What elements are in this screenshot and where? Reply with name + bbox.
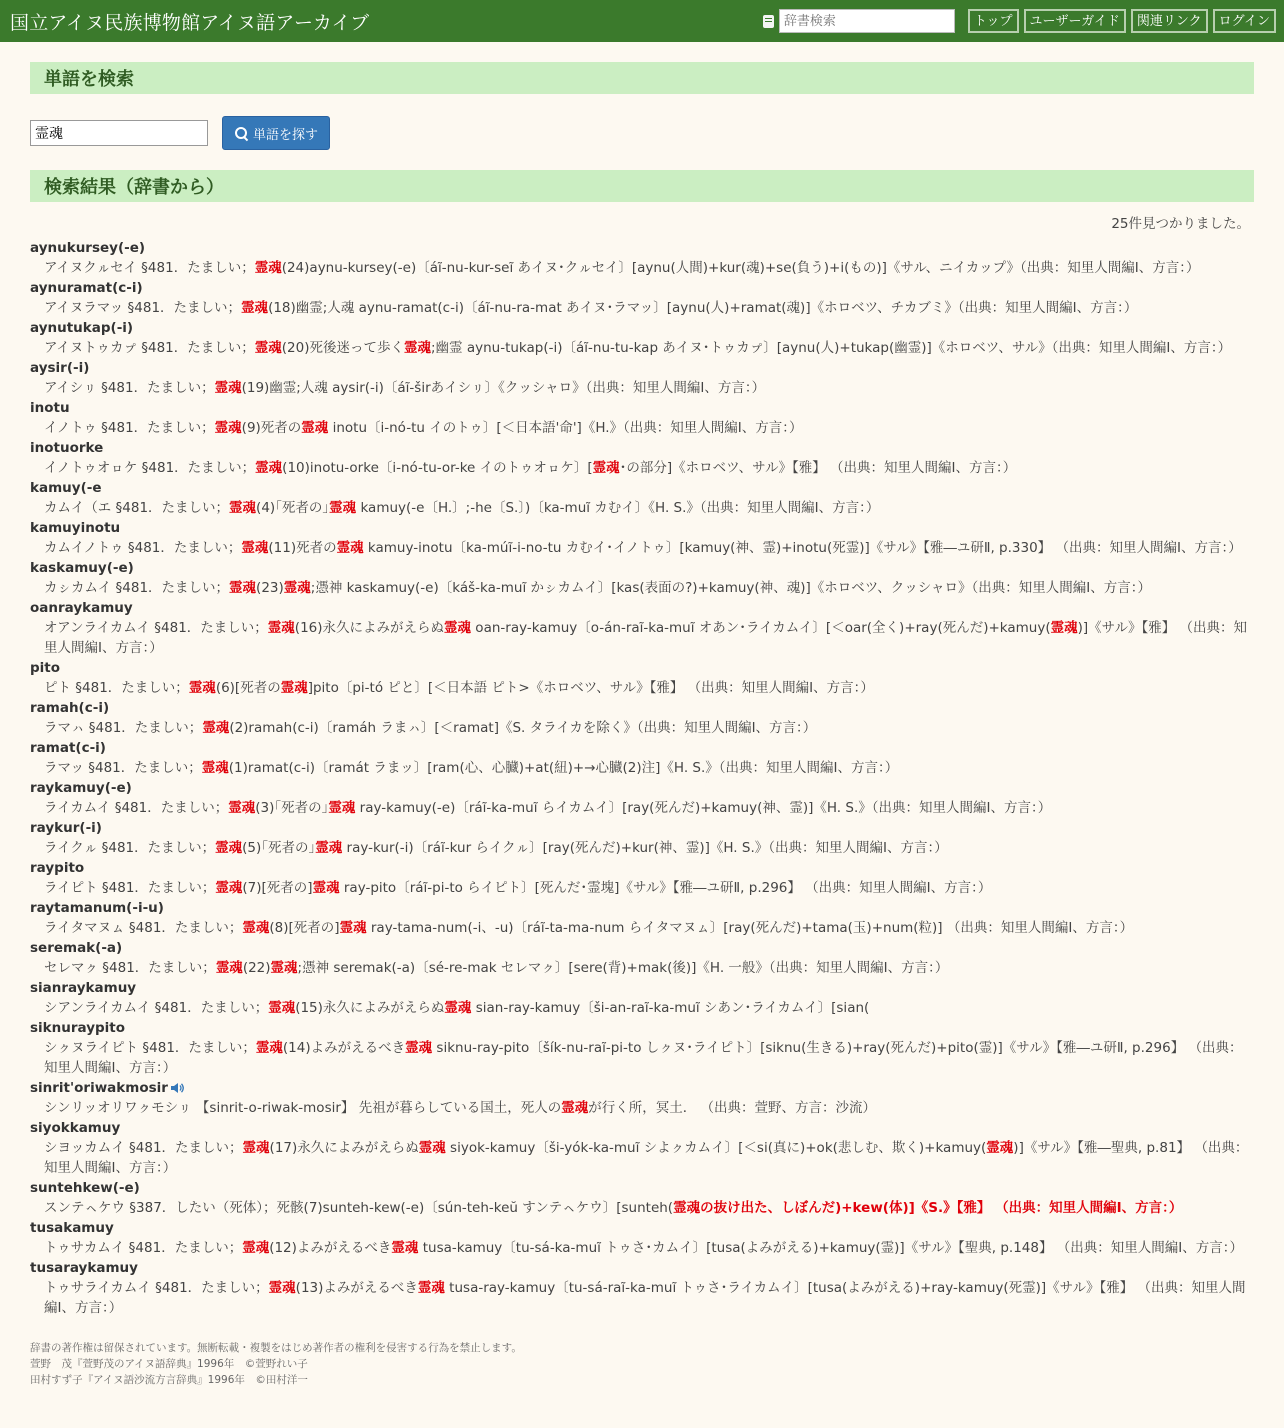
entry-headword[interactable]: [30, 698, 1254, 718]
entry-definition: [30, 718, 1254, 738]
entry-headword-text: aynutukap(-i): [30, 320, 134, 336]
entry-definition: [30, 1198, 1254, 1218]
highlighted-term: 霊魂: [202, 720, 230, 736]
definition-text: シヨッカムイ §481．たましい；: [44, 1140, 243, 1156]
definition-text: スンテㇸケウ §387．したい（死体）；死骸(7)sunteh-kew(-e)〔sún-teh-keŭ すンテㇸケウ〕[sunteh(: [44, 1200, 674, 1216]
entry-definition: [30, 298, 1254, 318]
definition-text: kamuy-inotu〔ka-múĩ-i-no-tu カむイ･イノトゥ〕[kamuy(神、霊)+inotu(死霊)]《サル》【雅―ユ研Ⅱ, p.330】 （出典：知里人間編Ⅰ、方言：）: [363, 540, 1242, 556]
definition-text: (5)｢死者の｣: [242, 840, 316, 856]
highlighted-term: 霊魂: [268, 1280, 296, 1296]
highlighted-term: 霊魂: [201, 760, 229, 776]
footer-line: 田村すず子『アイヌ語沙流方言辞典』1996年 ©田村洋一: [30, 1374, 308, 1386]
highlighted-term: 霊魂: [242, 920, 270, 936]
entry-headword[interactable]: [30, 1218, 1254, 1238]
definition-text: (22): [242, 960, 271, 976]
word-search-input[interactable]: [30, 120, 208, 146]
highlighted-term: 霊魂: [417, 1280, 445, 1296]
definition-text: (12)よみがえるべき: [269, 1240, 392, 1256]
definition-text: ray-kur(-i)〔ráĩ-kur らイクㇽ〕[ray(死んだ)+kur(神、霊)]《H. S.》（出典：知里人間編Ⅰ、方言：）: [342, 840, 948, 856]
entry-definition: [30, 758, 1254, 778]
definition-text: ライクㇽ §481．たましい；: [44, 840, 216, 856]
search-row: [30, 116, 1254, 150]
definition-text: (20)死後迷って歩く: [281, 340, 404, 356]
nav-user-guide[interactable]: ユーザーガイド: [1024, 9, 1126, 33]
results-heading: 検索結果（辞書から）: [30, 170, 1254, 202]
definition-text: アイヌラマッ §481．たましい；: [44, 300, 242, 316]
highlighted-term: 霊魂: [418, 1140, 446, 1156]
definition-text: イノトゥオㇿケ §481．たましい；: [44, 460, 256, 476]
definition-text: (3)｢死者の｣: [255, 800, 329, 816]
definition-text: トゥサカムイ §481．たましい；: [44, 1240, 243, 1256]
highlighted-term: 霊魂: [267, 620, 295, 636]
entry-headword[interactable]: [30, 818, 1254, 838]
entry-headword-text: tusakamuy: [30, 1220, 114, 1236]
entry-headword[interactable]: [30, 598, 1254, 618]
top-right-controls: [763, 9, 1276, 33]
entry-headword[interactable]: [30, 1018, 1254, 1038]
definition-text: (19)幽霊;人魂 aysir(-i)〔áĩ-širあイシㇼ〕《クッシャロ》（出典：知里人間編Ⅰ、方言：）: [241, 380, 766, 396]
highlighted-term: 霊魂: [215, 880, 243, 896]
entry-headword[interactable]: [30, 898, 1254, 918]
entry-headword[interactable]: [30, 278, 1254, 298]
definition-text: シアンライカムイ §481．たましい；: [44, 1000, 269, 1016]
nav-top[interactable]: トップ: [968, 9, 1019, 33]
entry-definition: [30, 498, 1254, 518]
definition-text: siyok-kamuy〔ši-yók-ka-muĩ シよㇰカムイ〕[＜si(真に)+ok(悲しむ、欺く)+kamuy(: [445, 1140, 987, 1156]
highlighted-term: 霊魂: [228, 800, 256, 816]
footer-line: 萱野 茂『萱野茂のアイヌ語辞典』1996年 ©萱野れい子: [30, 1358, 308, 1370]
highlighted-term: 霊魂: [215, 840, 243, 856]
entry-headword[interactable]: [30, 1118, 1254, 1138]
highlighted-term: 霊魂: [254, 260, 282, 276]
entry-headword[interactable]: [30, 978, 1254, 998]
highlighted-term: 霊魂: [214, 380, 242, 396]
nav-related-links[interactable]: 関連リンク: [1131, 9, 1208, 33]
entry-definition: [30, 918, 1254, 938]
search-icon: [234, 126, 249, 141]
highlighted-term: 霊魂: [339, 920, 367, 936]
entry-headword[interactable]: [30, 1078, 1254, 1098]
entry-headword[interactable]: [30, 938, 1254, 958]
entry-headword[interactable]: [30, 558, 1254, 578]
entry-headword-text: tusaraykamuy: [30, 1260, 138, 1276]
entry-definition: [30, 878, 1254, 898]
entry-headword-text: kamuy(-e: [30, 480, 102, 496]
definition-text: ラマッ §481．たましい；: [44, 760, 202, 776]
entry-definition: [30, 1238, 1254, 1258]
highlighted-term: 霊魂: [312, 880, 340, 896]
highlighted-term: 霊魂: [280, 680, 308, 696]
highlighted-term: 霊魂: [592, 460, 620, 476]
definition-text: (14)よみがえるべき: [282, 1040, 406, 1056]
top-bar: [0, 0, 1284, 42]
entry-headword[interactable]: [30, 518, 1254, 538]
definition-text: ピト §481．たましい；: [44, 680, 189, 696]
entry-headword[interactable]: [30, 738, 1254, 758]
definition-text: アイヌトゥカㇷ゚ §481．たましい；: [44, 340, 255, 356]
entry-headword-text: raykamuy(-e): [30, 780, 132, 796]
entry-headword-text: pito: [30, 660, 61, 676]
entry-headword-text: suntehkew(-e): [30, 1180, 140, 1196]
entry-headword-text: raypito: [30, 860, 85, 876]
definition-text: (15)永久によみがえらぬ: [295, 1000, 445, 1016]
entry-definition: [30, 458, 1254, 478]
definition-text: (23): [256, 580, 284, 596]
highlighted-term: 霊魂: [391, 1240, 419, 1256]
entry-definition: [30, 378, 1254, 398]
definition-text: (4)｢死者の｣: [256, 500, 330, 516]
entry-headword[interactable]: [30, 438, 1254, 458]
highlighted-term: 霊魂: [229, 500, 257, 516]
entry-headword-text: aynukursey(-e): [30, 240, 146, 256]
definition-text: )]《サル》【雅―聖典, p.81】 （出典：知里人間編Ⅰ、方言：）: [44, 1140, 1249, 1176]
entry-definition: [30, 1138, 1254, 1178]
search-heading: 単語を検索: [30, 62, 1254, 94]
definition-text: siknu-ray-pito〔šík-nu-raĩ-pi-to しㇰヌ･ライピト〕[siknu(生きる)+ray(死んだ)+pito(霊)]《サル》【雅―ユ研Ⅱ, p.296】 （出典：知里人間編Ⅰ、方言：）: [44, 1040, 1243, 1076]
highlighted-term: 霊魂: [242, 1140, 270, 1156]
result-count: 25件見つかりました。: [1111, 216, 1250, 232]
definition-text: ;憑神 seremak(-a)〔sé-re-mak セレマㇰ〕[sere(背)+mak(後)]《H. 一般》（出典：知里人間編Ⅰ、方言：）: [297, 960, 949, 976]
definition-text: セレマㇰ §481．たましい；: [44, 960, 216, 976]
highlighted-term: 霊魂: [241, 540, 269, 556]
search-button-label: 単語を探す: [253, 127, 319, 143]
entry-headword-text: aynuramat(c-i): [30, 280, 143, 296]
entry-headword[interactable]: [30, 658, 1254, 678]
entry-definition: [30, 958, 1254, 978]
entry-headword[interactable]: [30, 778, 1254, 798]
entry-headword-text: sianraykamuy: [30, 980, 137, 996]
definition-text: が行く所，冥土． （出典：萱野、方言：沙流）: [588, 1100, 876, 1116]
speaker-icon[interactable]: [170, 1082, 184, 1094]
entry-headword-text: sinrit'oriwakmosir: [30, 1080, 168, 1096]
entry-definition: [30, 998, 1254, 1018]
entry-headword-text: inotu: [30, 400, 70, 416]
highlighted-term: 霊魂: [328, 800, 356, 816]
definition-text: (16)永久によみがえらぬ: [294, 620, 445, 636]
definition-text: (24)aynu-kursey(-e)〔áĩ-nu-kur-seĩ あイヌ･クㇽセイ〕[aynu(人間)+kur(魂)+se(負う)+i(もの)]《サル、ニイカップ》（出典：知里人間編Ⅰ、方言：）: [281, 260, 1200, 276]
definition-text: inotu〔i-nó-tu イのトゥ〕[＜日本語'命']《H.》（出典：知里人間編Ⅰ、方言：）: [328, 420, 803, 436]
definition-text: (8)[死者の]: [269, 920, 340, 936]
definition-text: カムイ（エ §481．たましい；: [44, 500, 230, 516]
entry-headword-text: raykur(-i): [30, 820, 102, 836]
highlighted-term: 霊魂: [315, 840, 343, 856]
highlighted-term: 霊魂: [444, 620, 472, 636]
nav-login[interactable]: ログイン: [1213, 9, 1276, 33]
entry-definition: [30, 338, 1254, 358]
definition-text: シンリッオリワㇰモシㇼ 【sinrit-o-riwak-mosir】 先祖が暮らしている国土，死人の: [44, 1100, 562, 1116]
site-title[interactable]: 国立アイヌ民族博物館アイヌ語アーカイブ: [10, 11, 370, 34]
definition-text: カムイノトゥ §481．たましい；: [44, 540, 242, 556]
search-button[interactable]: [222, 116, 330, 150]
definition-text: (2)ramah(c-i)〔ramáh ラまㇵ〕[＜ramat]《S. タライカを除く》（出典：知里人間編Ⅰ、方言：）: [229, 720, 817, 736]
definition-text: シㇰヌライピト §481．たましい；: [44, 1040, 256, 1056]
definition-text: ;幽霊 aynu-tukap(-i)〔áĩ-nu-tu-kap あイヌ･トゥカㇷ゚〕[aynu(人)+tukap(幽霊)]《ホロベツ、サル》（出典：知里人間編Ⅰ、方言：）: [430, 340, 1232, 356]
definition-text: ray-tama-num(-i、-u)〔ráĩ-ta-ma-num らイタマヌㇺ〕[ray(死んだ)+tama(玉)+num(粒)] （出典：知里人間編Ⅰ、方言：）: [366, 920, 1134, 936]
definition-text: ;憑神 kaskamuy(-e)〔káš-ka-muĩ かㇱカムイ〕[kas(表面の?)+kamuy(神、魂)]《ホロベツ、クッシャロ》（出典：知里人間編Ⅰ、方言：）: [310, 580, 1151, 596]
entry-headword-text: inotuorke: [30, 440, 104, 456]
highlighted-term: 霊魂: [1050, 620, 1078, 636]
definition-text: oan-ray-kamuy〔o-án-raĩ-ka-muĩ オあン･ライカムイ〕[＜oar(全く)+ray(死んだ)+kamuy(: [471, 620, 1051, 636]
highlighted-term: 霊魂: [405, 1040, 433, 1056]
highlighted-term: 霊魂: [242, 1240, 270, 1256]
entry-headword[interactable]: [30, 398, 1254, 418]
definition-text: (9)死者の: [241, 420, 302, 436]
entry-definition: [30, 838, 1254, 858]
entry-headword[interactable]: [30, 858, 1254, 878]
definition-text: ray-pito〔ráĩ-pi-to らイピト〕[死んだ･霊塊]《サル》【雅―ユ研Ⅱ, p.296】 （出典：知里人間編Ⅰ、方言：）: [339, 880, 992, 896]
definition-text: (7)[死者の]: [242, 880, 313, 896]
entry-headword[interactable]: [30, 238, 1254, 258]
entry-definition: [30, 678, 1254, 698]
highlighted-term: 霊魂: [283, 580, 311, 596]
main-content: [0, 42, 1284, 1388]
highlighted-term: 霊魂の抜け出た、しぼんだ)+kew(体)]《S.》【雅】 （出典：知里人間編Ⅰ、方言：）: [673, 1200, 1183, 1216]
entry-headword[interactable]: [30, 478, 1254, 498]
highlighted-term: 霊魂: [214, 420, 242, 436]
entry-definition: [30, 1098, 1254, 1118]
highlighted-term: 霊魂: [254, 340, 282, 356]
entry-headword-text: seremak(-a): [30, 940, 123, 956]
entry-definition: [30, 578, 1254, 598]
entry-headword-text: kaskamuy(-e): [30, 560, 134, 576]
highlighted-term: 霊魂: [444, 1000, 472, 1016]
highlighted-term: 霊魂: [403, 340, 431, 356]
definition-text: ･の部分]《ホロベツ、サル》【雅】 （出典：知里人間編Ⅰ、方言：）: [619, 460, 1017, 476]
definition-text: イノトゥ §481．たましい；: [44, 420, 215, 436]
definition-text: (6)[死者の: [215, 680, 281, 696]
definition-text: tusa-kamuy〔tu-sá-ka-muĩ トゥさ･カムイ〕[tusa(よみがえる)+kamuy(霊)]《サル》【聖典, p.148】 （出典：知里人間編Ⅰ、方言：）: [418, 1240, 1243, 1256]
highlighted-term: 霊魂: [268, 1000, 296, 1016]
entry-headword[interactable]: [30, 1178, 1254, 1198]
definition-text: (11)死者の: [268, 540, 337, 556]
highlighted-term: 霊魂: [229, 580, 257, 596]
definition-text: (1)ramat(c-i)〔ramát ラまッ〕[ram(心、心臓)+at(紐)+→心臓(2)注]《H. S.》（出典：知里人間編Ⅰ、方言：）: [228, 760, 899, 776]
entry-definition: [30, 798, 1254, 818]
dict-search-input[interactable]: [779, 9, 955, 33]
entry-headword-text: raytamanum(-i-u): [30, 900, 164, 916]
entry-headword-text: ramah(c-i): [30, 700, 110, 716]
entry-headword-text: aysir(-i): [30, 360, 90, 376]
definition-text: トゥサライカムイ §481．たましい；: [44, 1280, 269, 1296]
highlighted-term: 霊魂: [255, 1040, 283, 1056]
entry-definition: [30, 1278, 1254, 1318]
definition-text: ライタマヌㇺ §481．たましい；: [44, 920, 243, 936]
entry-definition: [30, 618, 1254, 658]
definition-text: ray-kamuy(-e)〔ráĩ-ka-muĩ らイカムイ〕[ray(死んだ)+kamuy(神、霊)]《H. S.》（出典：知里人間編Ⅰ、方言：）: [355, 800, 1052, 816]
definition-text: ]pito〔pi-tó ピと〕[＜日本語 ピト>《ホロベツ、サル》【雅】 （出典：知里人間編Ⅰ、方言：）: [307, 680, 874, 696]
definition-text: ライカムイ §481．たましい；: [44, 800, 229, 816]
definition-text: sian-ray-kamuy〔ši-an-raĩ-ka-muĩ シあン･ライカムイ〕[sian(: [471, 1000, 870, 1016]
entry-headword[interactable]: [30, 358, 1254, 378]
definition-text: オアンライカムイ §481．たましい；: [44, 620, 268, 636]
entry-definition: [30, 1038, 1254, 1078]
entry-headword[interactable]: [30, 1258, 1254, 1278]
definition-text: アイヌクㇽセイ §481．たましい；: [44, 260, 255, 276]
copyright-footer: [30, 1340, 1254, 1388]
definition-text: (13)よみがえるべき: [295, 1280, 418, 1296]
entry-definition: [30, 538, 1254, 558]
highlighted-term: 霊魂: [301, 420, 329, 436]
definition-text: (18)幽霊;人魂 aynu-ramat(c-i)〔áĩ-nu-ra-mat あイヌ･ラマッ〕[aynu(人)+ramat(魂)]《ホロベツ、チカブミ》（出典：知里人間編Ⅰ、方言：）: [268, 300, 1138, 316]
definition-text: kamuy(-e〔H.〕;-he〔S.〕)〔ka-muĩ カむイ〕《H. S.》（出典：知里人間編Ⅰ、方言：）: [356, 500, 880, 516]
entry-headword-text: ramat(c-i): [30, 740, 106, 756]
highlighted-term: 霊魂: [336, 540, 364, 556]
entry-definition: [30, 418, 1254, 438]
definition-text: )]《サル》【雅】 （出典：知里人間編Ⅰ、方言：）: [44, 620, 1248, 656]
highlighted-term: 霊魂: [215, 960, 243, 976]
definition-text: (10)inotu-orke〔i-nó-tu-or-ke イのトゥオㇿケ〕[: [282, 460, 593, 476]
entry-headword-text: siknuraypito: [30, 1020, 126, 1036]
definition-text: カㇱカムイ §481．たましい；: [44, 580, 230, 596]
definition-text: アイシㇼ §481．たましい；: [44, 380, 215, 396]
entry-headword-text: kamuyinotu: [30, 520, 121, 536]
highlighted-term: 霊魂: [561, 1100, 589, 1116]
definition-text: tusa-ray-kamuy〔tu-sá-raĩ-ka-muĩ トゥさ･ライカムイ〕[tusa(よみがえる)+ray-kamuy(死霊)]《サル》【雅】 （出典：知里人間編Ⅰ、方言：）: [44, 1280, 1246, 1316]
results-list: [30, 238, 1254, 1318]
definition-text: ラマㇵ §481．たましい；: [44, 720, 203, 736]
highlighted-term: 霊魂: [270, 960, 298, 976]
entry-headword-text: oanraykamuy: [30, 600, 133, 616]
highlighted-term: 霊魂: [986, 1140, 1014, 1156]
entry-headword[interactable]: [30, 318, 1254, 338]
highlighted-term: 霊魂: [188, 680, 216, 696]
definition-text: ライピト §481．たましい；: [44, 880, 216, 896]
highlighted-term: 霊魂: [255, 460, 283, 476]
highlighted-term: 霊魂: [329, 500, 357, 516]
definition-text: (17)永久によみがえらぬ: [269, 1140, 419, 1156]
book-icon: [763, 15, 774, 28]
entry-definition: [30, 258, 1254, 278]
footer-line: 辞書の著作権は留保されています。無断転載・複製をはじめ著作者の権利を侵害する行為を禁止します。: [30, 1342, 522, 1354]
highlighted-term: 霊魂: [241, 300, 269, 316]
entry-headword-text: siyokkamuy: [30, 1120, 121, 1136]
